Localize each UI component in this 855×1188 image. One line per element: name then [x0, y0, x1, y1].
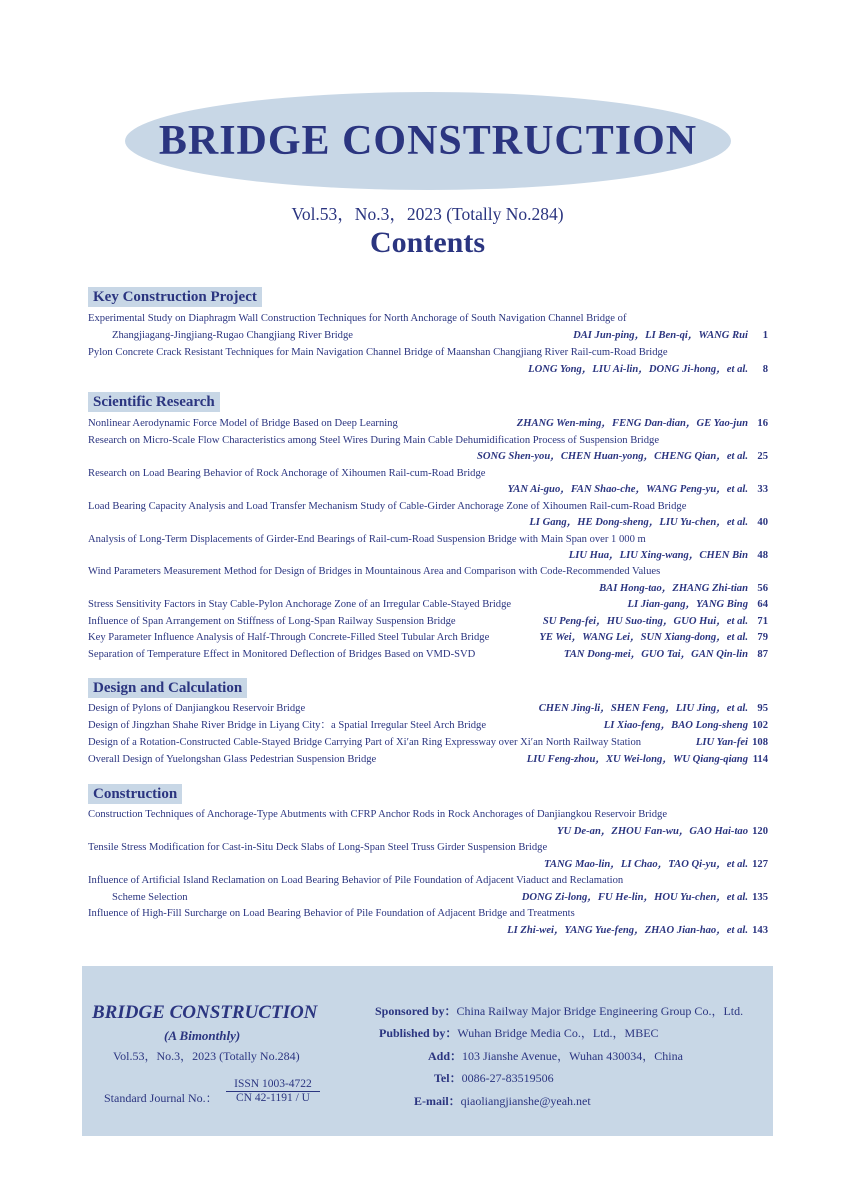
- footer-address: Add：103 Jianshe Avenue，Wuhan 430034，China: [428, 1049, 683, 1063]
- toc-line[interactable]: Wind Parameters Measurement Method for Design of Bridges in Mountainous Area and Comparison with Code-Recommended Values: [88, 566, 661, 577]
- footer-issn: ISSN 1003-4722: [226, 1078, 320, 1092]
- toc-line[interactable]: Experimental Study on Diaphragm Wall Construction Techniques for North Anchorage of South Navigation Channel Bridge of: [88, 313, 627, 324]
- volume-line: Vol.53，No.3，2023 (Totally No.284): [291, 204, 564, 224]
- toc-line[interactable]: SONG Shen-you，CHEN Huan-yong，CHENG Qian，et al. 25: [476, 451, 768, 462]
- toc-line[interactable]: Design of Pylons of Danjiangkou Reservoir Bridge CHEN Jing-li，SHEN Feng，LIU Jing，et al. 95: [88, 703, 768, 714]
- toc-line[interactable]: Separation of Temperature Effect in Monitored Deflection of Bridges Based on VMD-SVD TAN Dong-mei，GUO Tai，GAN Qin-lin 87: [88, 649, 768, 660]
- footer-frequency: (A Bimonthly): [164, 1028, 241, 1043]
- toc-line[interactable]: YU De-an，ZHOU Fan-wu，GAO Hai-tao 120: [557, 826, 768, 837]
- toc-line[interactable]: Nonlinear Aerodynamic Force Model of Bridge Based on Deep Learning ZHANG Wen-ming，FENG Dan-dian，GE Yao-jun 16: [88, 418, 768, 429]
- toc-line[interactable]: Research on Micro-Scale Flow Characteristics among Steel Wires During Main Cable Dehumidification Process of Suspension Bridge: [88, 435, 660, 446]
- toc-line[interactable]: Influence of High-Fill Surcharge on Load Bearing Behavior of Pile Foundation of Adjacent Bridge and Treatments: [88, 908, 575, 919]
- section-key-construction-project: Key Construction Project: [88, 287, 262, 307]
- title-banner: [125, 92, 731, 190]
- toc-line[interactable]: TANG Mao-lin，LI Chao，TAO Qi-yu，et al. 127: [544, 859, 768, 870]
- toc-line[interactable]: Key Parameter Influence Analysis of Half-Through Concrete-Filled Steel Tubular Arch Bridge YE Wei，WANG Lei，SUN Xiang-dong，et al. 79: [88, 632, 768, 643]
- toc-line[interactable]: LONG Yong，LIU Ai-lin，DONG Ji-hong，et al. 8: [528, 364, 768, 375]
- toc-line[interactable]: Scheme Selection DONG Zi-long，FU He-lin，HOU Yu-chen，et al. 135: [112, 892, 768, 903]
- toc-line[interactable]: Design of a Rotation-Constructed Cable-Stayed Bridge Carrying Part of Xi′an Ring Expressway over Xi′an North Railway Station LIU Yan-fei 108: [88, 737, 768, 748]
- footer-published: Published by：Wuhan Bridge Media Co.，Ltd.，MBEC: [379, 1026, 659, 1040]
- footer-cn: CN 42-1191 / U: [235, 1092, 310, 1104]
- footer-email[interactable]: E-mail：qiaoliangjianshe@yeah.net: [414, 1094, 591, 1108]
- toc-line[interactable]: Load Bearing Capacity Analysis and Load Transfer Mechanism Study of Cable-Girder Anchorage Zone of Xihoumen Rail-cum-Road Bridge: [88, 501, 687, 512]
- contents-heading: Contents: [369, 226, 485, 259]
- toc-line[interactable]: Analysis of Long-Term Displacements of Girder-End Bearings of Rail-cum-Road Suspension Bridge with Main Span over 1 000 m: [88, 534, 646, 545]
- journal-title: BRIDGE CONSTRUCTION: [158, 118, 698, 164]
- footer-volume: Vol.53，No.3，2023 (Totally No.284): [113, 1049, 300, 1063]
- footer-issn-block: [226, 1078, 320, 1104]
- section-construction: Construction: [88, 784, 182, 804]
- toc-line[interactable]: Zhangjiagang-Jingjiang-Rugao Changjiang River Bridge DAI Jun-ping，LI Ben-qi，WANG Rui 1: [112, 330, 768, 341]
- toc-line[interactable]: Research on Load Bearing Behavior of Rock Anchorage of Xihoumen Rail-cum-Road Bridge: [88, 468, 486, 479]
- footer-tel: Tel：0086-27-83519506: [434, 1071, 554, 1085]
- toc-line[interactable]: Influence of Span Arrangement on Stiffness of Long-Span Railway Suspension Bridge SU Peng-fei，HU Suo-ting，GUO Hui，et al. 71: [88, 616, 768, 627]
- toc-line[interactable]: Overall Design of Yuelongshan Glass Pedestrian Suspension Bridge LIU Feng-zhou，XU Wei-long，WU Qiang-qiang 114: [88, 754, 768, 765]
- footer-std-label: Standard Journal No.：: [104, 1091, 218, 1105]
- toc-line[interactable]: Pylon Concrete Crack Resistant Techniques for Main Navigation Channel Bridge of Maanshan Changjiang River Rail-cum-Road Bridge: [88, 347, 668, 358]
- toc-line[interactable]: Stress Sensitivity Factors in Stay Cable-Pylon Anchorage Zone of an Irregular Cable-Stayed Bridge LI Jian-gang，YANG Bing 64: [88, 599, 768, 610]
- toc-line[interactable]: BAI Hong-tao，ZHANG Zhi-tian 56: [599, 583, 768, 594]
- section-design-and-calculation: Design and Calculation: [88, 678, 247, 698]
- toc-line[interactable]: LI Zhi-wei，YANG Yue-feng，ZHAO Jian-hao，et al. 143: [507, 925, 768, 936]
- toc-line[interactable]: LIU Hua，LIU Xing-wang，CHEN Bin 48: [568, 550, 768, 561]
- toc-line[interactable]: YAN Ai-guo，FAN Shao-che，WANG Peng-yu，et al. 33: [507, 484, 768, 495]
- footer-journal-title: BRIDGE CONSTRUCTION: [92, 1002, 318, 1023]
- footer-sponsored: Sponsored by：China Railway Major Bridge Engineering Group Co.，Ltd.: [375, 1004, 744, 1018]
- toc-line[interactable]: Design of Jingzhan Shahe River Bridge in Liyang City：a Spatial Irregular Steel Arch Bridge LI Xiao-feng，BAO Long-sheng 102: [88, 720, 768, 731]
- toc-line[interactable]: Construction Techniques of Anchorage-Type Abutments with CFRP Anchor Rods in Rock Anchorages of Danjiangkou Reservoir Bridge: [88, 809, 668, 820]
- section-scientific-research: Scientific Research: [88, 392, 220, 412]
- toc-line[interactable]: Influence of Artificial Island Reclamation on Load Bearing Behavior of Pile Foundation of Adjacent Viaduct and Reclamation: [88, 875, 624, 886]
- footer-box: [82, 966, 773, 1136]
- toc-line[interactable]: Tensile Stress Modification for Cast-in-Situ Deck Slabs of Long-Span Steel Truss Girder Suspension Bridge: [88, 842, 548, 853]
- toc-line[interactable]: LI Gang，HE Dong-sheng，LIU Yu-chen，et al. 40: [529, 517, 768, 528]
